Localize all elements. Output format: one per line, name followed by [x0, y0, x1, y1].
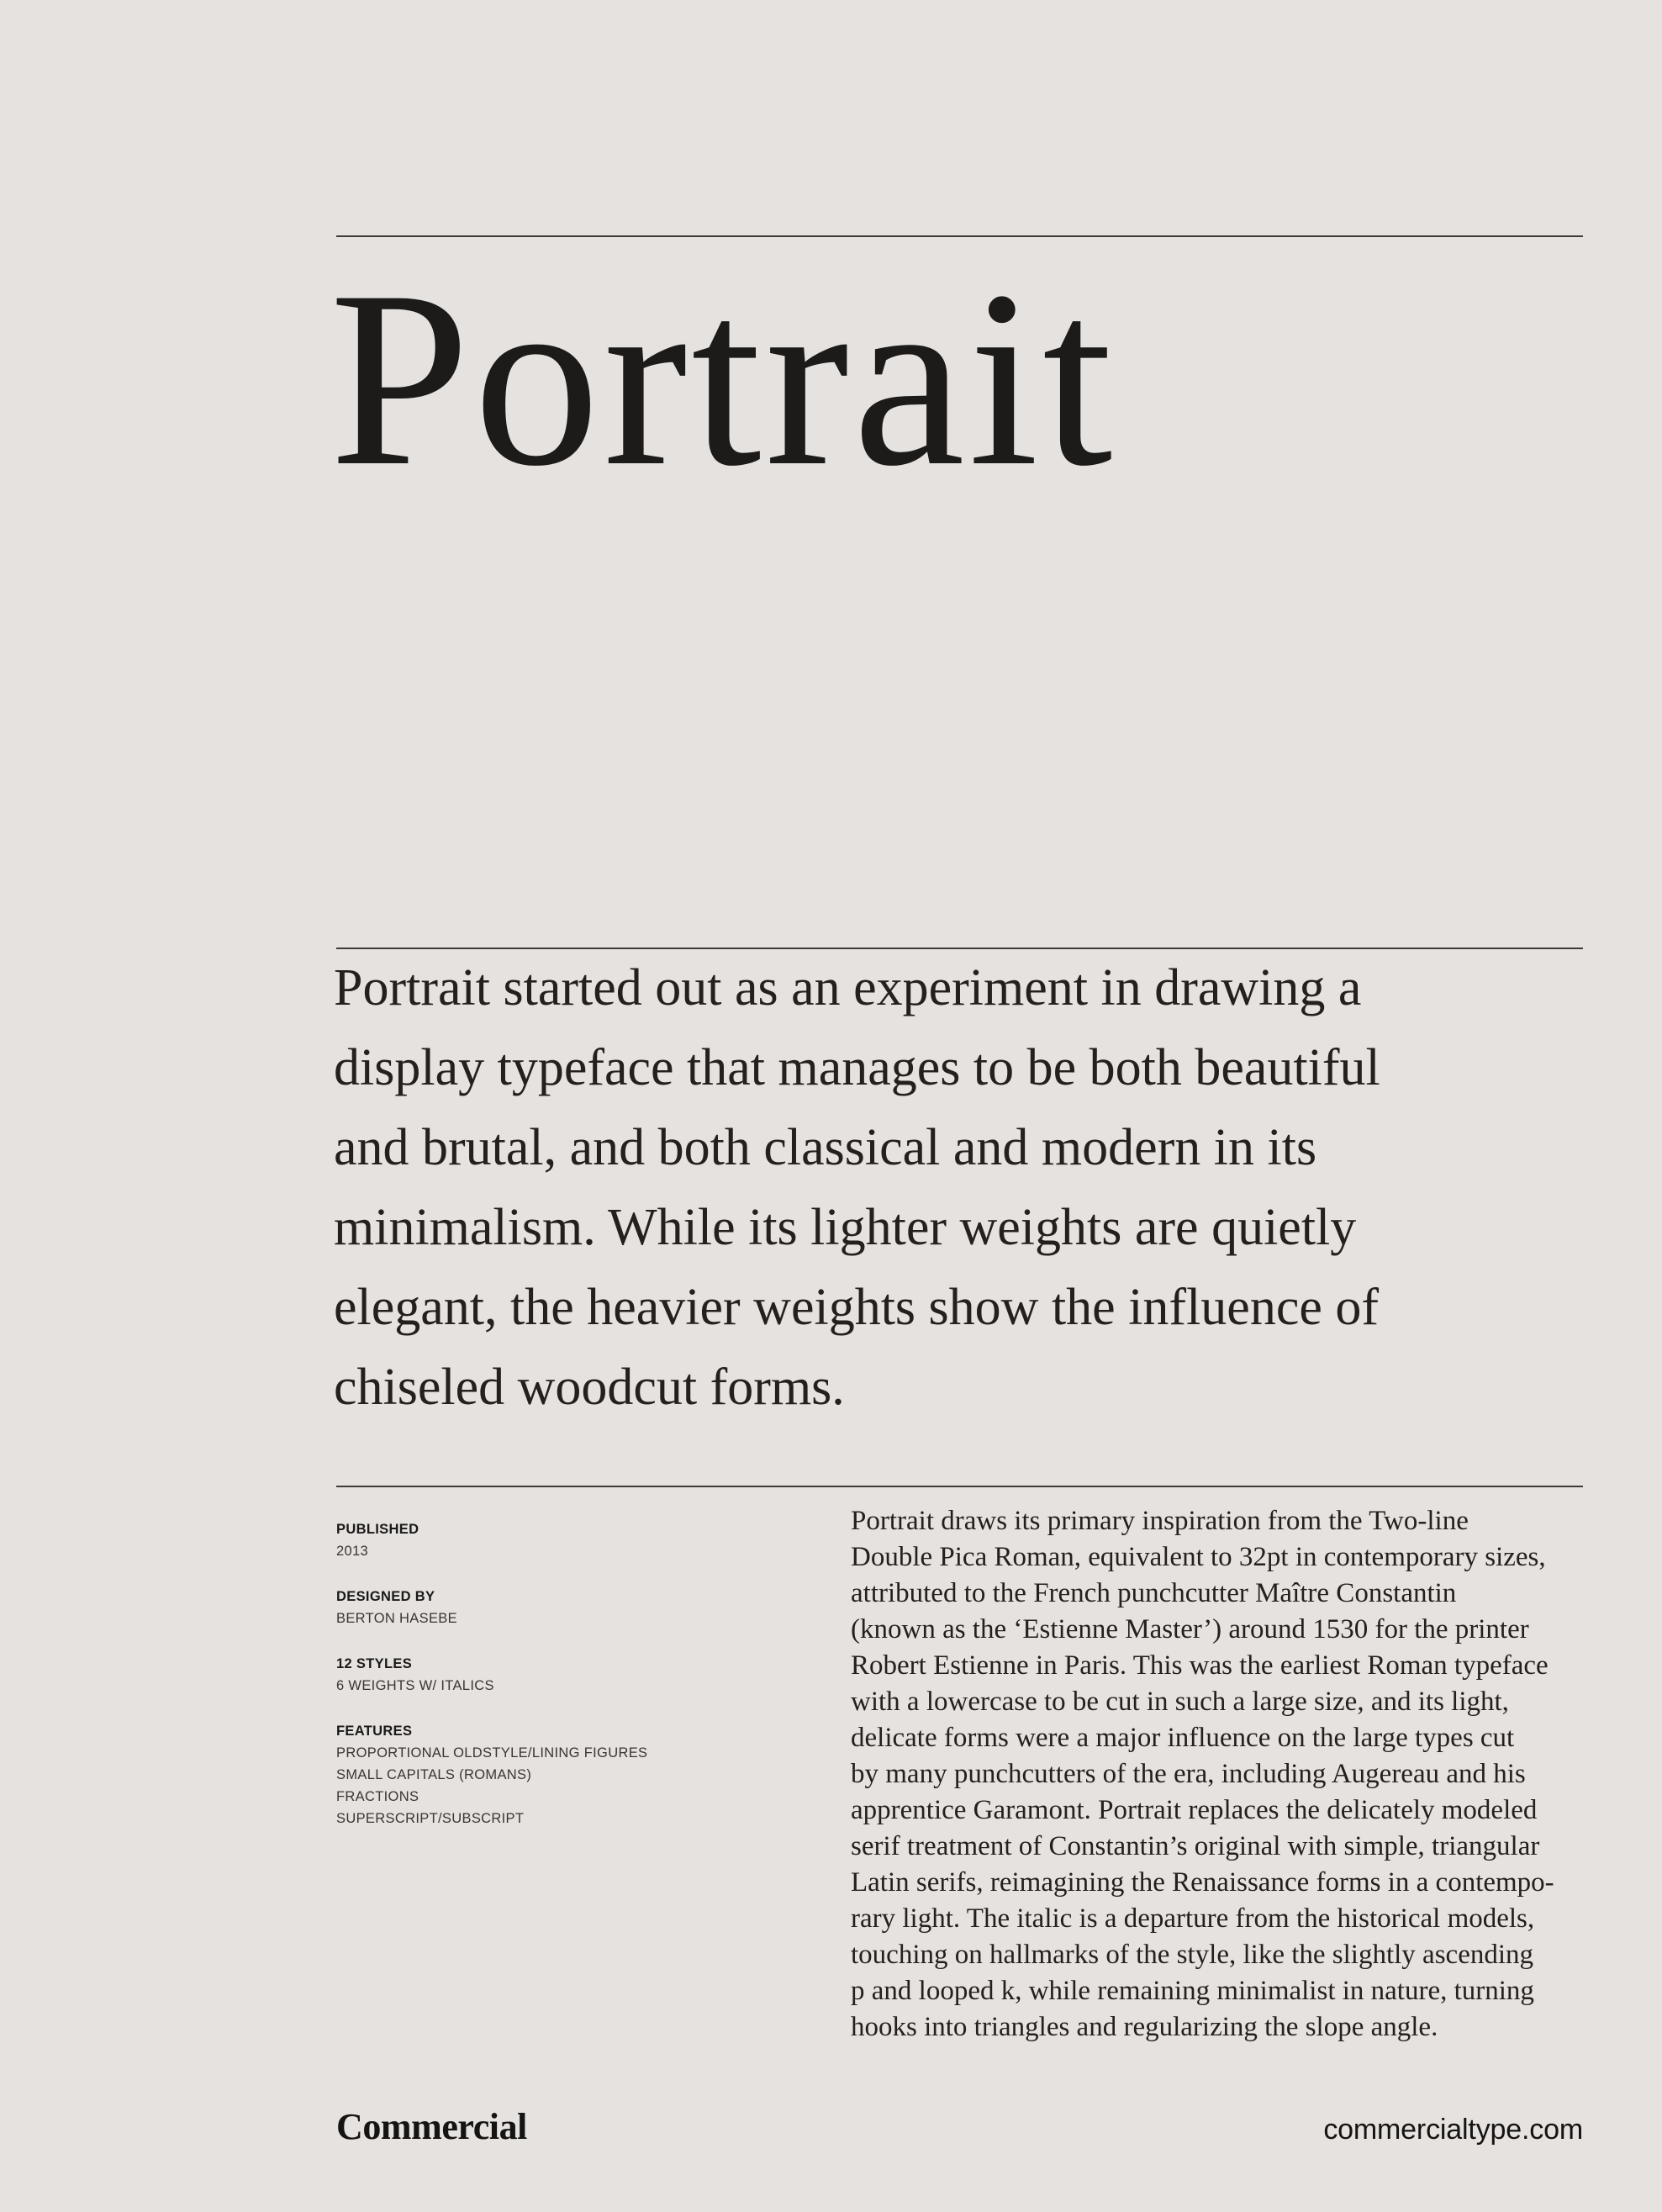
meta-label: PUBLISHED: [336, 1522, 419, 1537]
meta-label: 12 STYLES: [336, 1656, 413, 1671]
description-line: with a lowercase to be cut in such a large size, and its light,: [851, 1687, 1509, 1717]
meta-line: BERTON HASEBE: [336, 1611, 457, 1626]
meta-group: [336, 1653, 851, 1697]
intro-line: Portrait started out as an experiment in drawing a: [334, 959, 1362, 1016]
intro-line: and brutal, and both classical and modern in its: [334, 1119, 1317, 1176]
description-line: Robert Estienne in Paris. This was the earliest Roman typeface: [851, 1650, 1549, 1681]
commercial-type-logo: Commercial: [336, 2106, 527, 2147]
description-line: Portrait draws its primary inspiration from the Two-line: [851, 1506, 1469, 1536]
description-line: attributed to the French punchcutter Maître Constantin: [851, 1578, 1457, 1608]
intro-paragraph: [334, 948, 1586, 1428]
intro-line: minimalism. While its lighter weights are quietly: [334, 1199, 1357, 1256]
columns-rule: [336, 1486, 1583, 1487]
description-column: [851, 1503, 1583, 2046]
meta-column: [336, 1503, 851, 2046]
website-link[interactable]: commercialtype.com: [1323, 2114, 1583, 2146]
meta-line: SMALL CAPITALS (ROMANS): [336, 1767, 532, 1782]
description-line: Latin serifs, reimagining the Renaissance forms in a contempo-: [851, 1867, 1554, 1898]
meta-group: [336, 1586, 851, 1629]
meta-line: 2013: [336, 1544, 369, 1559]
description-line: by many punchcutters of the era, including Augereau and his: [851, 1759, 1526, 1789]
description-line: rary light. The italic is a departure from the historical models,: [851, 1903, 1535, 1934]
meta-label: FEATURES: [336, 1724, 413, 1739]
intro-line: elegant, the heavier weights show the influence of: [334, 1279, 1379, 1336]
description-line: touching on hallmarks of the style, like the slightly ascending: [851, 1940, 1534, 1970]
description-line: hooks into triangles and regularizing the slope angle.: [851, 2012, 1438, 2042]
top-rule: [336, 235, 1583, 237]
description-line: apprentice Garamont. Portrait replaces the delicately modeled: [851, 1795, 1538, 1825]
specimen-title: Portrait: [330, 239, 1116, 518]
description-line: p and looped k, while remaining minimalist in nature, turning: [851, 1976, 1534, 2006]
meta-line: 6 WEIGHTS W/ ITALICS: [336, 1678, 494, 1693]
meta-group: [336, 1720, 851, 1829]
description-line: serif treatment of Constantin’s original with simple, triangular: [851, 1831, 1540, 1861]
meta-group: [336, 1518, 851, 1562]
description-line: Double Pica Roman, equivalent to 32pt in contemporary sizes,: [851, 1542, 1546, 1572]
meta-line: PROPORTIONAL OLDSTYLE/LINING FIGURES: [336, 1745, 648, 1761]
details-section: [336, 1503, 1583, 2046]
meta-line: FRACTIONS: [336, 1789, 419, 1804]
description-line: delicate forms were a major influence on the large types cut: [851, 1723, 1515, 1753]
meta-label: DESIGNED BY: [336, 1589, 435, 1604]
footer: [336, 2106, 1583, 2148]
meta-line: SUPERSCRIPT/SUBSCRIPT: [336, 1811, 525, 1826]
intro-line: chiseled woodcut forms.: [334, 1359, 845, 1416]
description-line: (known as the ‘Estienne Master’) around 1530 for the printer: [851, 1614, 1529, 1644]
intro-line: display typeface that manages to be both beautiful: [334, 1039, 1380, 1096]
